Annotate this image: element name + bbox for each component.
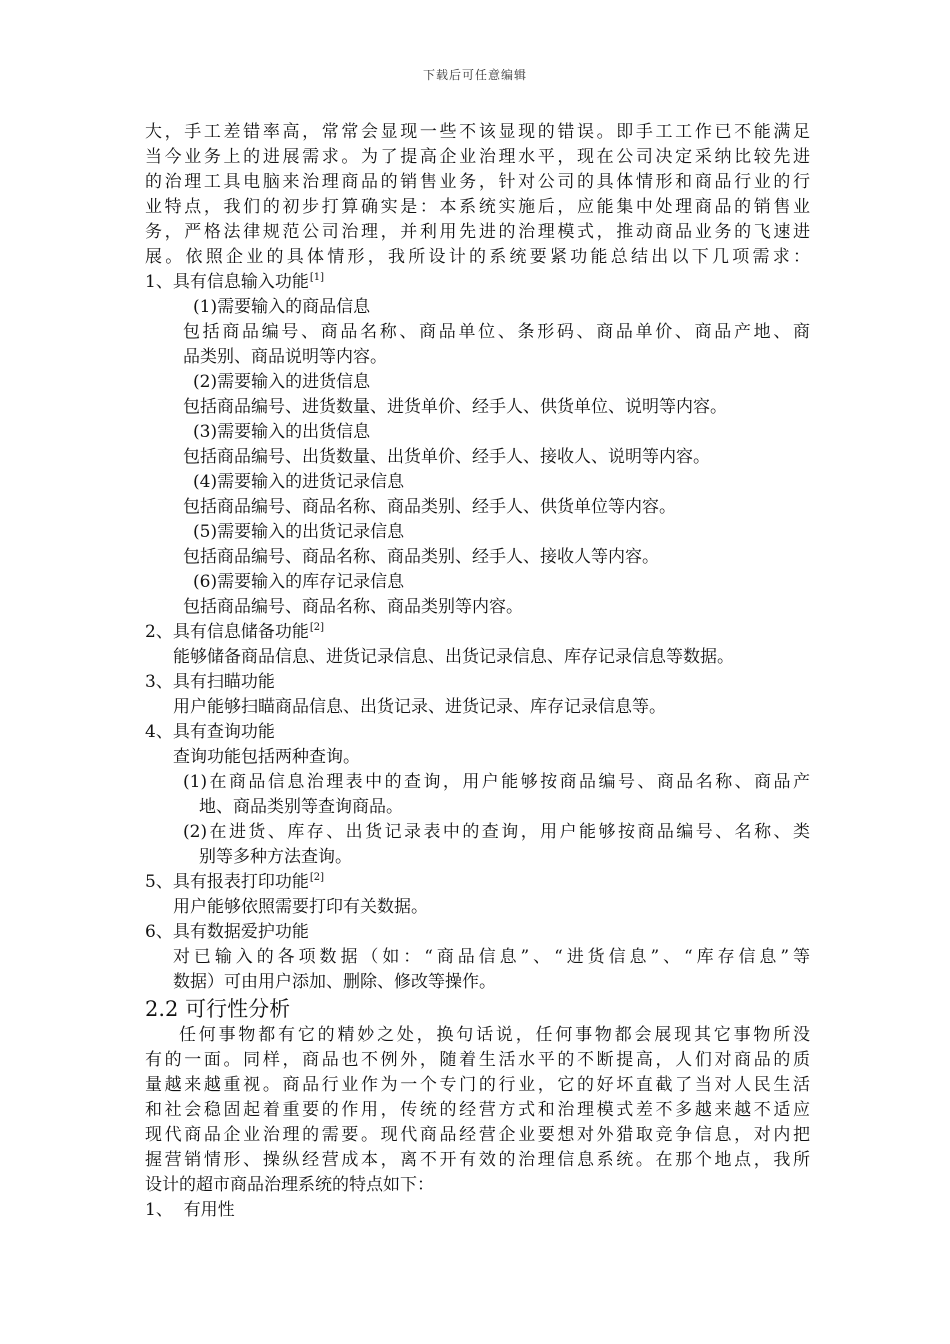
text-line: 别等多种方法查询。 (199, 847, 352, 867)
text-line: 大，手工差错率高，常常会显现一些不该显现的错误。即手工工作已不能满足 (145, 122, 810, 142)
text-line: 业特点，我们的初步打算确实是：本系统实施后，应能集中处理商品的销售业 (145, 197, 810, 217)
sub-heading: (1)需要输入的商品信息 (193, 297, 371, 317)
text-line: 地、商品类别等查询商品。 (199, 797, 403, 817)
section-number: 2.2 (145, 997, 179, 1021)
feasibility-paragraph (145, 1023, 810, 1198)
section-heading (145, 995, 810, 1023)
section-title: 可行性分析 (185, 997, 291, 1021)
function-heading: 6、具有数据爱护功能 (145, 922, 309, 942)
text-line: 有的一面。同样，商品也不例外，随着生活水平的不断提高，人们对商品的质 (145, 1050, 810, 1070)
text-line: 包括商品编号、商品名称、商品类别、经手人、接收人等内容。 (183, 547, 659, 567)
document-body (145, 120, 810, 1223)
text-line: 任何事物都有它的精妙之处，换句话说，任何事物都会展现其它事物所没 (179, 1025, 810, 1045)
function-title: 1、具有信息输入功能 (145, 272, 309, 292)
text-line: 包括商品编号、出货数量、出货单价、经手人、接收人、说明等内容。 (183, 447, 710, 467)
page-header: 下载后可任意编辑 (422, 68, 527, 82)
function-print-section (145, 870, 810, 920)
function-storage-section (145, 620, 810, 670)
function-heading (145, 870, 810, 895)
text-line: 包括商品编号、进货数量、进货单价、经手人、供货单位、说明等内容。 (183, 397, 727, 417)
sub-heading: (4)需要输入的进货记录信息 (193, 472, 405, 492)
text-line: 的治理工具电脑来治理商品的销售业务，针对公司的具体情形和商品行业的行 (145, 172, 810, 192)
text-line: 务，严格法律规范公司治理，并利用先进的治理模式，推动商品业务的飞速进 (145, 222, 810, 242)
function-title: 5、具有报表打印功能 (145, 872, 309, 892)
text-line: 对已输入的各项数据（如：“商品信息”、“进货信息”、“库存信息”等 (173, 947, 810, 967)
text-line: (2)在进货、库存、出货记录表中的查询，用户能够按商品编号、名称、类 (183, 822, 810, 842)
text-line: 设计的超市商品治理系统的特点如下： (145, 1175, 434, 1195)
function-input-section (145, 270, 810, 620)
sub-heading: (5)需要输入的出货记录信息 (193, 522, 405, 542)
function-heading: 4、具有查询功能 (145, 722, 275, 742)
function-title: 2、具有信息储备功能 (145, 622, 309, 642)
text-line: 能够储备商品信息、进货记录信息、出货记录信息、库存记录信息等数据。 (173, 647, 734, 667)
intro-paragraph (145, 120, 810, 270)
function-browse-section (145, 670, 810, 720)
citation: [2] (309, 622, 324, 633)
function-heading (145, 270, 810, 295)
sub-heading: (2)需要输入的进货信息 (193, 372, 371, 392)
text-line: 用户能够依照需要打印有关数据。 (173, 897, 428, 917)
sub-heading: (3)需要输入的出货信息 (193, 422, 371, 442)
list-item-heading: 1、 有用性 (145, 1200, 235, 1220)
sub-heading: (6)需要输入的库存记录信息 (193, 572, 405, 592)
text-line: 数据）可由用户添加、删除、修改等操作。 (173, 972, 496, 992)
text-line: 包括商品编号、商品名称、商品类别、经手人、供货单位等内容。 (183, 497, 676, 517)
text-line: 当今业务上的进展需求。为了提高企业治理水平，现在公司决定采纳比较先进 (145, 147, 810, 167)
function-heading: 3、具有扫瞄功能 (145, 672, 275, 692)
text-line: 现代商品企业治理的需要。现代商品经营企业要想对外猎取竞争信息，对内把 (145, 1125, 810, 1145)
function-heading (145, 620, 810, 645)
function-maintenance-section (145, 920, 810, 995)
text-line: (1)在商品信息治理表中的查询，用户能够按商品编号、商品名称、商品产 (183, 772, 810, 792)
text-line: 和社会稳固起着重要的作用，传统的经营方式和治理模式差不多越来越不适应 (145, 1100, 810, 1120)
function-query-section (145, 720, 810, 870)
citation: [1] (309, 272, 324, 283)
text-line: 用户能够扫瞄商品信息、出货记录、进货记录、库存记录信息等。 (173, 697, 666, 717)
text-line: 握营销情形、操纵经营成本，离不开有效的治理信息系统。在那个地点，我所 (145, 1150, 810, 1170)
text-line: 查询功能包括两种查询。 (173, 747, 360, 767)
text-line: 展。依照企业的具体情形，我所设计的系统要紧功能总结出以下几项需求： (145, 247, 810, 267)
citation: [2] (309, 872, 324, 883)
text-line: 包括商品编号、商品名称、商品类别等内容。 (183, 597, 523, 617)
text-line: 品类别、商品说明等内容。 (183, 347, 387, 367)
text-line: 量越来越重视。商品行业作为一个专门的行业，它的好坏直截了当对人民生活 (145, 1075, 810, 1095)
text-line: 包括商品编号、商品名称、商品单位、条形码、商品单价、商品产地、商 (183, 322, 810, 342)
